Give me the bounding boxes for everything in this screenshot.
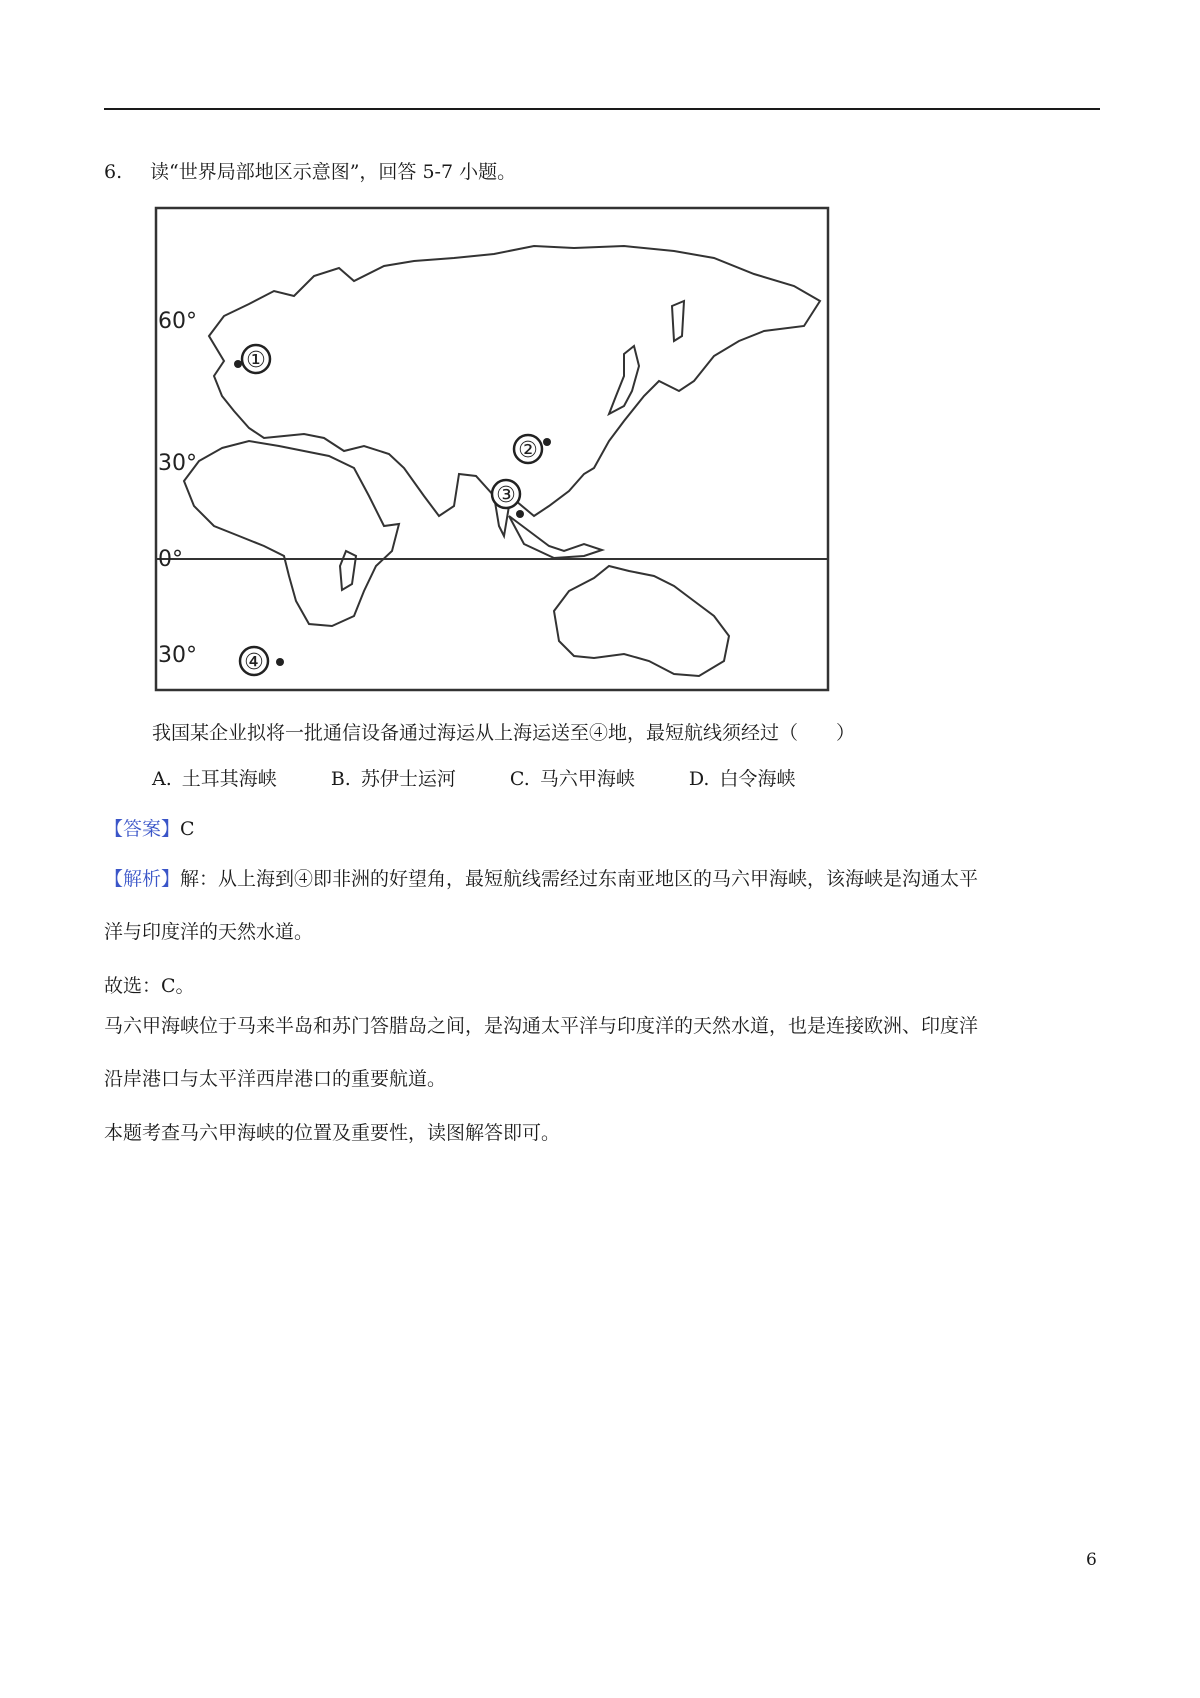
lat-label-30n: 30° bbox=[158, 451, 197, 476]
analysis-line-6: 本题考查马六甲海峡的位置及重要性，读图解答即可。 bbox=[104, 1122, 561, 1144]
lat-label-60: 60° bbox=[158, 309, 197, 334]
analysis-tag: 【解析】 bbox=[104, 868, 181, 890]
question-stem: 我国某企业拟将一批通信设备通过海运从上海运送至④地，最短航线须经过（ ） bbox=[152, 722, 856, 744]
option-a: A. 土耳其海峡 bbox=[152, 768, 277, 790]
header-rule bbox=[104, 108, 1100, 110]
analysis-line-3: 故选：C。 bbox=[104, 975, 195, 997]
analysis-line-1: 【解析】解：从上海到④即非洲的好望角，最短航线需经过东南亚地区的马六甲海峡，该海峡是沟通太平 bbox=[104, 868, 979, 890]
svg-text:④: ④ bbox=[244, 650, 264, 675]
analysis-line-5: 沿岸港口与太平洋西岸港口的重要航道。 bbox=[104, 1068, 447, 1090]
question-text: 读“世界局部地区示意图”，回答 5-7 小题。 bbox=[150, 161, 517, 183]
page-number: 6 bbox=[1086, 1550, 1097, 1570]
svg-text:①: ① bbox=[246, 348, 266, 373]
answer-options bbox=[152, 767, 844, 791]
answer-value: C bbox=[180, 818, 195, 840]
analysis-line-2: 洋与印度洋的天然水道。 bbox=[104, 921, 314, 943]
map-frame bbox=[156, 208, 828, 690]
answer-line bbox=[104, 817, 195, 841]
lat-label-0: 0° bbox=[158, 547, 183, 572]
option-c: C. 马六甲海峡 bbox=[509, 768, 635, 790]
option-d: D. 白令海峡 bbox=[688, 768, 796, 790]
question-number: 6. bbox=[104, 161, 123, 183]
lat-label-30s: 30° bbox=[158, 643, 197, 668]
world-region-map bbox=[154, 206, 830, 692]
svg-text:③: ③ bbox=[496, 483, 516, 508]
option-b: B. 苏伊士运河 bbox=[330, 768, 456, 790]
question-prompt bbox=[104, 160, 516, 184]
analysis-line-4: 马六甲海峡位于马来半岛和苏门答腊岛之间，是沟通太平洋与印度洋的天然水道，也是连接欧洲、印度洋 bbox=[104, 1015, 979, 1037]
answer-tag: 【答案】 bbox=[104, 818, 181, 840]
svg-text:②: ② bbox=[518, 438, 538, 463]
